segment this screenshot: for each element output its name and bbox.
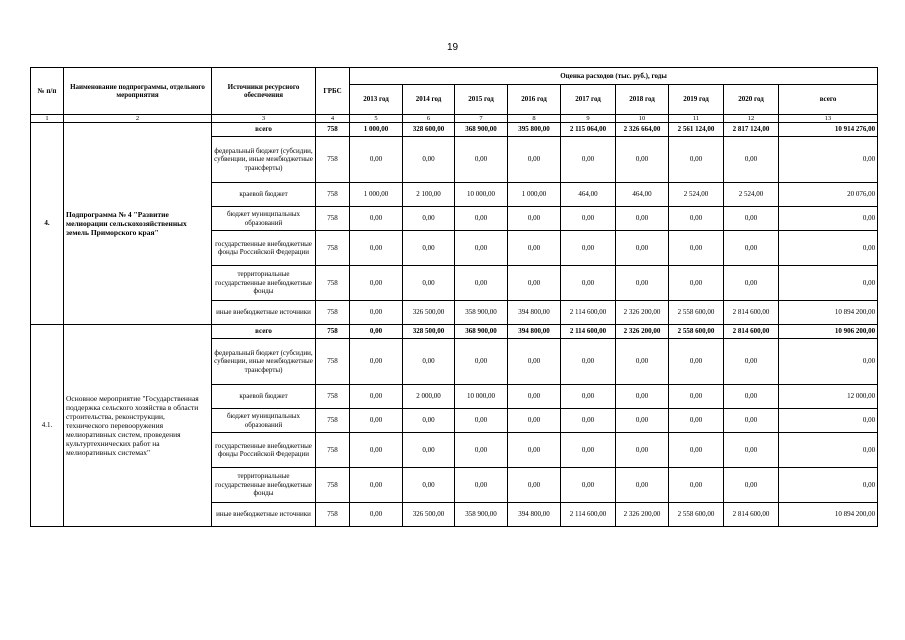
value-cell: 10 000,00: [455, 385, 508, 409]
value-cell: 0,00: [561, 207, 616, 231]
value-total: 10 914 276,00: [779, 123, 878, 137]
funding-source: краевой бюджет: [212, 385, 316, 409]
value-total: 10 906 200,00: [779, 325, 878, 339]
value-cell: 0,00: [616, 231, 669, 266]
grbs-code: 758: [316, 503, 350, 527]
column-number: 4: [316, 115, 350, 123]
value-cell: 0,00: [616, 468, 669, 503]
value-total: 12 000,00: [779, 385, 878, 409]
funding-source: бюджет муниципальных образований: [212, 207, 316, 231]
funding-source: государственные внебюджетные фонды Российской Федерации: [212, 231, 316, 266]
value-cell: 464,00: [616, 183, 669, 207]
value-cell: 0,00: [508, 468, 561, 503]
value-cell: 0,00: [724, 207, 779, 231]
value-cell: 0,00: [669, 207, 724, 231]
value-cell: 2 114 600,00: [561, 301, 616, 325]
column-number: 13: [779, 115, 878, 123]
value-cell: 368 900,00: [455, 123, 508, 137]
value-cell: 0,00: [403, 433, 455, 468]
value-cell: 0,00: [403, 339, 455, 385]
value-cell: 0,00: [508, 409, 561, 433]
funding-source: территориальные государственные внебюджетные фонды: [212, 468, 316, 503]
grbs-code: 758: [316, 123, 350, 137]
column-number: 1: [31, 115, 64, 123]
grbs-code: 758: [316, 301, 350, 325]
header-estimate: Оценка расходов (тыс. руб.), годы: [350, 68, 878, 85]
value-cell: 326 500,00: [403, 503, 455, 527]
value-cell: 368 900,00: [455, 325, 508, 339]
value-total: 0,00: [779, 207, 878, 231]
value-total: 0,00: [779, 266, 878, 301]
value-cell: 0,00: [403, 231, 455, 266]
grbs-code: 758: [316, 231, 350, 266]
row-number: 4.1.: [31, 325, 64, 527]
header-numbers-row: [31, 115, 878, 123]
value-cell: 0,00: [724, 433, 779, 468]
value-cell: 0,00: [350, 409, 403, 433]
grbs-code: 758: [316, 385, 350, 409]
value-cell: 395 800,00: [508, 123, 561, 137]
value-cell: 328 600,00: [403, 123, 455, 137]
grbs-code: 758: [316, 207, 350, 231]
value-cell: 0,00: [350, 325, 403, 339]
value-cell: 0,00: [455, 231, 508, 266]
value-cell: 0,00: [561, 409, 616, 433]
header-source: Источники ресурсного обеспечения: [212, 68, 316, 115]
value-cell: 0,00: [455, 137, 508, 183]
value-cell: 0,00: [350, 503, 403, 527]
value-cell: 0,00: [508, 339, 561, 385]
value-cell: 0,00: [403, 137, 455, 183]
value-cell: 0,00: [669, 433, 724, 468]
header-grbs: ГРБС: [316, 68, 350, 115]
page-number: 19: [446, 42, 459, 53]
column-number: 2: [64, 115, 212, 123]
grbs-code: 758: [316, 433, 350, 468]
value-cell: 0,00: [724, 137, 779, 183]
value-cell: 1 000,00: [350, 123, 403, 137]
funding-source: территориальные государственные внебюджетные фонды: [212, 266, 316, 301]
grbs-code: 758: [316, 137, 350, 183]
funding-source: федеральный бюджет (субсидии, субвенции, иные межбюджетные трансферты): [212, 137, 316, 183]
value-cell: 0,00: [350, 433, 403, 468]
value-total: 0,00: [779, 409, 878, 433]
value-total: 0,00: [779, 339, 878, 385]
column-number: 9: [561, 115, 616, 123]
value-cell: 0,00: [350, 385, 403, 409]
table-row: [31, 325, 878, 339]
value-cell: 358 900,00: [455, 503, 508, 527]
table-row: [31, 123, 878, 137]
value-cell: 0,00: [455, 468, 508, 503]
value-cell: 0,00: [508, 207, 561, 231]
value-cell: 394 800,00: [508, 325, 561, 339]
value-cell: 0,00: [616, 266, 669, 301]
value-cell: 0,00: [508, 385, 561, 409]
funding-source: иные внебюджетные источники: [212, 503, 316, 527]
value-cell: 0,00: [350, 468, 403, 503]
value-cell: 0,00: [724, 339, 779, 385]
grbs-code: 758: [316, 266, 350, 301]
value-cell: 0,00: [616, 433, 669, 468]
value-cell: 2 817 124,00: [724, 123, 779, 137]
value-cell: 0,00: [508, 433, 561, 468]
value-cell: 0,00: [508, 266, 561, 301]
value-cell: 0,00: [724, 266, 779, 301]
value-cell: 394 800,00: [508, 301, 561, 325]
funding-source: федеральный бюджет (субсидии, субвенции, иные межбюджетные трансферты): [212, 339, 316, 385]
table-header: [31, 68, 878, 123]
value-cell: 0,00: [350, 301, 403, 325]
value-cell: 0,00: [616, 385, 669, 409]
program-name: Подпрограмма № 4 "Развитие мелиорации сельскохозяйственных земель Приморского края": [64, 123, 212, 325]
value-cell: 2 814 600,00: [724, 301, 779, 325]
value-cell: 0,00: [669, 339, 724, 385]
budget-table: [30, 67, 878, 527]
value-cell: 0,00: [561, 266, 616, 301]
header-year: 2020 год: [724, 85, 779, 115]
value-cell: 0,00: [350, 207, 403, 231]
header-year: 2017 год: [561, 85, 616, 115]
header-year: всего: [779, 85, 878, 115]
value-cell: 0,00: [616, 207, 669, 231]
value-cell: 2 558 600,00: [669, 325, 724, 339]
value-cell: 0,00: [455, 339, 508, 385]
value-cell: 2 000,00: [403, 385, 455, 409]
value-cell: 2 524,00: [669, 183, 724, 207]
value-total: 0,00: [779, 433, 878, 468]
value-cell: 0,00: [724, 468, 779, 503]
value-cell: 2 561 124,00: [669, 123, 724, 137]
column-number: 11: [669, 115, 724, 123]
header-year: 2013 год: [350, 85, 403, 115]
value-cell: 0,00: [561, 137, 616, 183]
value-cell: 2 326 200,00: [616, 301, 669, 325]
value-cell: 0,00: [669, 137, 724, 183]
column-number: 7: [455, 115, 508, 123]
row-number: 4.: [31, 123, 64, 325]
value-cell: 0,00: [350, 266, 403, 301]
value-cell: 0,00: [669, 409, 724, 433]
header-year: 2019 год: [669, 85, 724, 115]
value-cell: 326 500,00: [403, 301, 455, 325]
value-total: 0,00: [779, 468, 878, 503]
value-cell: 0,00: [616, 137, 669, 183]
value-total: 10 894 200,00: [779, 301, 878, 325]
grbs-code: 758: [316, 339, 350, 385]
value-cell: 0,00: [561, 433, 616, 468]
grbs-code: 758: [316, 183, 350, 207]
value-cell: 0,00: [455, 433, 508, 468]
value-cell: 0,00: [724, 385, 779, 409]
value-total: 20 076,00: [779, 183, 878, 207]
value-cell: 2 114 600,00: [561, 503, 616, 527]
value-total: 0,00: [779, 137, 878, 183]
funding-source: всего: [212, 123, 316, 137]
column-number: 8: [508, 115, 561, 123]
value-cell: 0,00: [724, 409, 779, 433]
value-cell: 2 814 600,00: [724, 325, 779, 339]
header-name: Наименование подпрограммы, отдельного мероприятия: [64, 68, 212, 115]
value-cell: 0,00: [669, 468, 724, 503]
value-cell: 0,00: [669, 231, 724, 266]
program-name: Основное мероприятие "Государственная поддержка сельского хозяйства в области строительства, реконструкции, технического перевооружения мелиоративных систем, проведения культуртехнических работ на мелиоративных системах": [64, 325, 212, 527]
value-cell: 0,00: [350, 339, 403, 385]
header-year: 2014 год: [403, 85, 455, 115]
value-cell: 0,00: [669, 266, 724, 301]
funding-source: государственные внебюджетные фонды Российской Федерации: [212, 433, 316, 468]
value-cell: 0,00: [561, 339, 616, 385]
value-cell: 0,00: [350, 231, 403, 266]
value-cell: 2 114 600,00: [561, 325, 616, 339]
funding-source: иные внебюджетные источники: [212, 301, 316, 325]
value-cell: 0,00: [455, 409, 508, 433]
grbs-code: 758: [316, 325, 350, 339]
value-cell: 2 814 600,00: [724, 503, 779, 527]
value-cell: 0,00: [508, 137, 561, 183]
value-total: 10 894 200,00: [779, 503, 878, 527]
value-cell: 0,00: [508, 231, 561, 266]
column-number: 5: [350, 115, 403, 123]
value-cell: 0,00: [616, 339, 669, 385]
value-cell: 2 558 600,00: [669, 503, 724, 527]
value-cell: 2 558 600,00: [669, 301, 724, 325]
value-cell: 0,00: [403, 409, 455, 433]
value-cell: 2 326 200,00: [616, 503, 669, 527]
column-number: 10: [616, 115, 669, 123]
value-cell: 0,00: [561, 385, 616, 409]
value-cell: 2 326 200,00: [616, 325, 669, 339]
header-year: 2016 год: [508, 85, 561, 115]
header-year: 2015 год: [455, 85, 508, 115]
header-num: № п/п: [31, 68, 64, 115]
column-number: 12: [724, 115, 779, 123]
value-cell: 0,00: [455, 207, 508, 231]
value-cell: 0,00: [616, 409, 669, 433]
grbs-code: 758: [316, 409, 350, 433]
value-cell: 1 000,00: [350, 183, 403, 207]
value-cell: 0,00: [561, 468, 616, 503]
value-cell: 0,00: [403, 266, 455, 301]
value-cell: 0,00: [403, 207, 455, 231]
column-number: 3: [212, 115, 316, 123]
value-total: 0,00: [779, 231, 878, 266]
value-cell: 1 000,00: [508, 183, 561, 207]
value-cell: 328 500,00: [403, 325, 455, 339]
value-cell: 0,00: [561, 231, 616, 266]
grbs-code: 758: [316, 468, 350, 503]
funding-source: бюджет муниципальных образований: [212, 409, 316, 433]
value-cell: 358 900,00: [455, 301, 508, 325]
value-cell: 464,00: [561, 183, 616, 207]
value-cell: 394 800,00: [508, 503, 561, 527]
value-cell: 0,00: [455, 266, 508, 301]
value-cell: 2 100,00: [403, 183, 455, 207]
column-number: 6: [403, 115, 455, 123]
value-cell: 2 115 064,00: [561, 123, 616, 137]
value-cell: 2 326 664,00: [616, 123, 669, 137]
value-cell: 2 524,00: [724, 183, 779, 207]
value-cell: 0,00: [350, 137, 403, 183]
value-cell: 0,00: [403, 468, 455, 503]
value-cell: 0,00: [669, 385, 724, 409]
value-cell: 10 000,00: [455, 183, 508, 207]
value-cell: 0,00: [724, 231, 779, 266]
table-body: [31, 123, 878, 527]
funding-source: всего: [212, 325, 316, 339]
funding-source: краевой бюджет: [212, 183, 316, 207]
header-year: 2018 год: [616, 85, 669, 115]
